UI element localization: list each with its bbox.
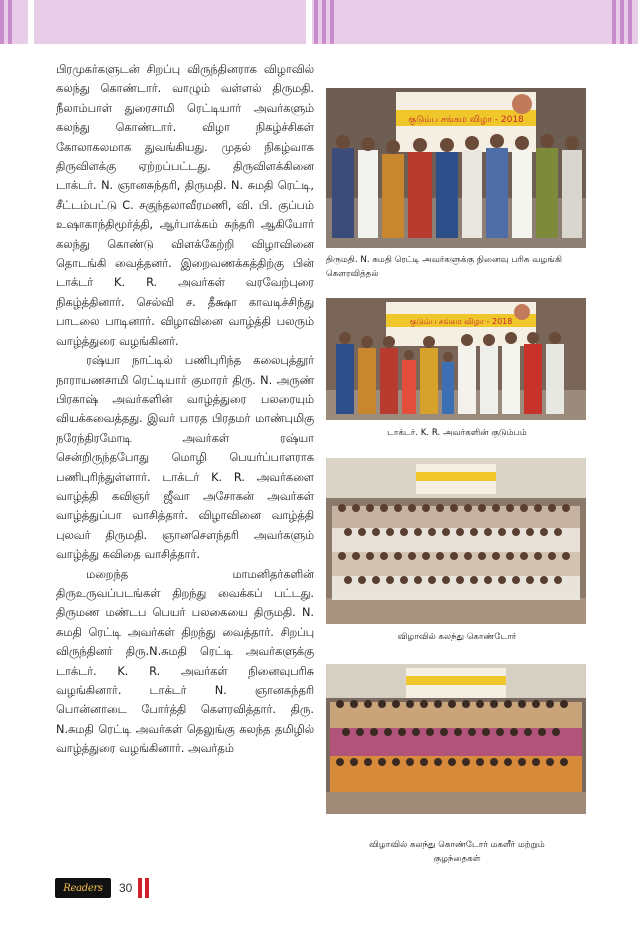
header-gap <box>28 0 34 44</box>
photo-caption: திருமதி. N. சுமதி ரெட்டி அவர்களுக்கு நினைவு பரிசு வழங்கி கௌரவித்தல் <box>326 255 562 279</box>
photo-award-ceremony <box>326 88 586 248</box>
logo-text: Readers <box>63 882 103 894</box>
header-gap <box>306 0 312 44</box>
magazine-logo <box>55 878 111 898</box>
footer-red-bars <box>138 878 152 898</box>
article-paragraph: ரஷ்யா நாட்டில் பணிபுரிந்த கலைபுத்தூர் நாராயணசாமி ரெட்டியார் குமாரர் திரு. N. அருண் பிரகாஷ் அவர்களின் வாழ்த்துரை பலரையும் வியக்கவைத்தது. இவர் பாரத பிரதமர் மாண்புமிகு நரேந்திரமோடி அவர்கள் ரஷ்யா சென்றிருந்தபோது மொழி பெயர்ப்பாளராக பணிபுரிந்துள்ளார். டாக்டர் K. R. அவர்களை வாழ்த்தி கவிஞர் ஜீவா அசோகன் அவர்கள் வாழ்த்துப்பா வாசித்தார். விழாவினை வாழ்த்தி புலவர் திருமதி. ஞானசௌந்தரி அவர்களும் வாழ்த்து கவிதை வாசித்தார். <box>56 354 314 562</box>
photo-family-group <box>326 298 586 420</box>
photo-attendees <box>326 458 586 624</box>
page-number: 30 <box>119 881 133 895</box>
header-stripes-right <box>612 0 636 44</box>
photo-caption: விழாவில் கலந்து கொண்டோர் <box>397 632 517 642</box>
article-paragraph: பிரமுகர்களுடன் சிறப்பு விருந்தினராக விழாவில் கலந்து கொண்டார். வாழும் வள்ளல் திருமதி. நீலாம்பாள் துரைசாமி ரெட்டியார் அவர்களும் கலந்து கொண்டார். விழா நிகழ்ச்சிகள் கோலாகலமாக துவங்கியது. முதல் நிகழ்வாக திருவிளக்கு ஏற்றப்பட்டது. திருவிளக்கினை டாக்டர். N. ஞானசுந்தரி, திருமதி. N. சுமதி ரெட்டி, சீட்டம்பட்டு C. சகுந்தலாவீரமணி, வி. பி. குப்பம் உஷாகாந்திமூர்த்தி, ஆர்பாக்கம் சுந்தரி ஆகியோர் கலந்து கொண்டு விளக்கேற்றி விழாவினை தொடங்கி வைத்தனர். இறைவணக்கத்திற்கு பின் டாக்டர் K. R. அவர்கள் வரவேற்புரை நிகழ்த்தினார். செல்வி ச. தீக்ஷா காவடிச்சிந்து பாடலை பாடினார். விழாவினை வாழ்த்தி பலரும் வாழ்த்துரை வழங்கினர். <box>56 63 314 348</box>
article-body <box>56 60 314 759</box>
header-stripes-left <box>0 0 16 44</box>
header-stripes-middle <box>314 0 338 44</box>
banner-text: குடும்ப சங்கம விழா - 2018 <box>408 115 524 125</box>
banner-text: குடும்ப சங்கம விழா - 2018 <box>409 317 513 326</box>
article-paragraph: மறைந்த மாமனிதர்களின் திருஉருவப்படங்கள் திறந்து வைக்கப் பட்டது. திருமண மண்டப பெயர் பலகையை திருமதி. N. சுமதி ரெட்டி அவர்கள் திறந்து வைத்தார். சிறப்பு விருந்தினர் திரு.N.சுமதி ரெட்டி அவர்களுக்கு டாக்டர். K. R. அவர்கள் நினைவுபரிசு வழங்கினார். டாக்டர் N. ஞானசுந்தரி பொன்னாடை போர்த்தி கௌரவித்தார். திரு. N.சுமதி ரெட்டி அவர்கள் தெலுங்கு கலந்த தமிழில் வாழ்த்துரை வழங்கினார். அவர்தம் <box>56 567 314 756</box>
photo-women-children <box>326 664 586 814</box>
page-footer <box>55 877 152 899</box>
photo-caption: டாக்டர். K. R. அவர்களின் குடும்பம் <box>387 428 527 438</box>
photo-caption: விழாவில் கலந்து கொண்டோர் மகளீர் மற்றும் குழந்தைகள் <box>369 840 545 864</box>
